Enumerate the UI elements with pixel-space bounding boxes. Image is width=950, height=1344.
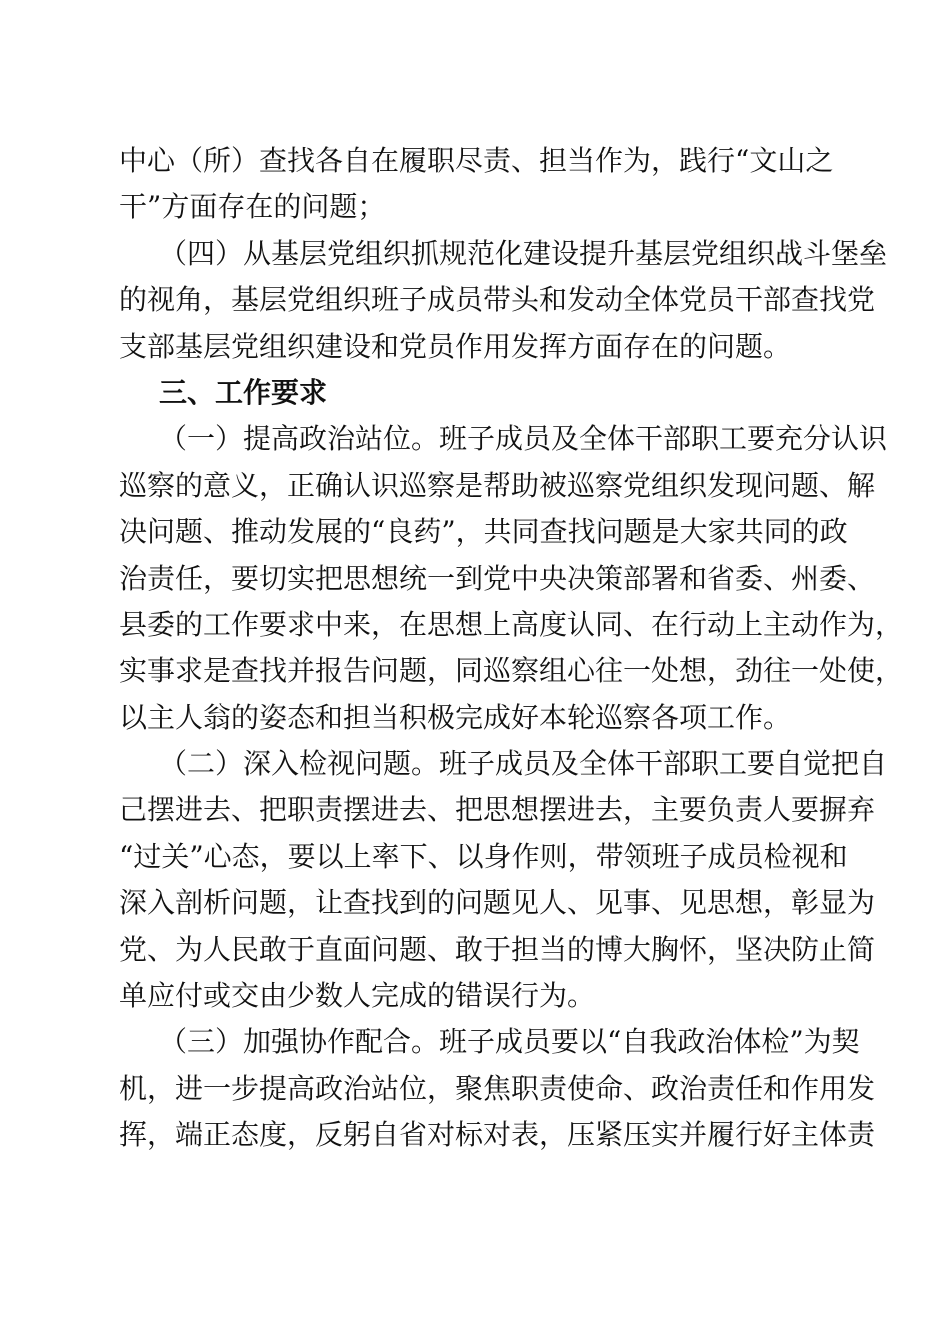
section-heading: 三、工作要求 — [159, 375, 328, 409]
text-line: 中心（所）查找各自在履职尽责、担当作为，践行“文山之 — [119, 144, 834, 177]
text-line: 治责任，要切实把思想统一到党中央决策部署和省委、州委、 — [119, 561, 876, 595]
text-line: （一）提高政治站位。班子成员及全体干部职工要充分认识 — [159, 422, 888, 456]
text-line: “过关”心态，要以上率下、以身作则，带领班子成员检视和 — [119, 839, 848, 873]
document-body — [119, 138, 904, 1159]
text-line: （二）深入检视问题。班子成员及全体干部职工要自觉把自 — [159, 747, 888, 781]
text-line: 干”方面存在的问题； — [119, 190, 386, 224]
text-line: 实事求是查找并报告问题，同巡察组心往一处想，劲往一处使， — [119, 654, 904, 688]
text-line: 单应付或交由少数人完成的错误行为。 — [119, 979, 596, 1013]
text-line: 挥，端正态度，反躬自省对标对表，压紧压实并履行好主体责 — [119, 1118, 876, 1152]
text-line: 决问题、推动发展的“良药”，共同查找问题是大家共同的政 — [119, 515, 848, 549]
text-line: 支部基层党组织建设和党员作用发挥方面存在的问题。 — [119, 329, 792, 363]
text-line: 县委的工作要求中来，在思想上高度认同、在行动上主动作为， — [119, 607, 904, 641]
text-line: 党、为人民敢于直面问题、敢于担当的博大胸怀，坚决防止简 — [119, 932, 876, 966]
text-line: 机，进一步提高政治站位，聚焦职责使命、政治责任和作用发 — [119, 1071, 876, 1105]
text-line: （三）加强协作配合。班子成员要以“自我政治体检”为契 — [159, 1025, 860, 1059]
text-line: 深入剖析问题，让查找到的问题见人、见事、见思想，彰显为 — [119, 886, 876, 920]
text-line: （四）从基层党组织抓规范化建设提升基层党组织战斗堡垒 — [159, 236, 888, 270]
text-line: 的视角，基层党组织班子成员带头和发动全体党员干部查找党 — [119, 283, 876, 317]
text-line: 己摆进去、把职责摆进去、把思想摆进去，主要负责人要摒弃 — [119, 793, 876, 827]
text-line: 以主人翁的姿态和担当积极完成好本轮巡察各项工作。 — [119, 700, 792, 734]
text-line: 巡察的意义，正确认识巡察是帮助被巡察党组织发现问题、解 — [119, 468, 876, 502]
